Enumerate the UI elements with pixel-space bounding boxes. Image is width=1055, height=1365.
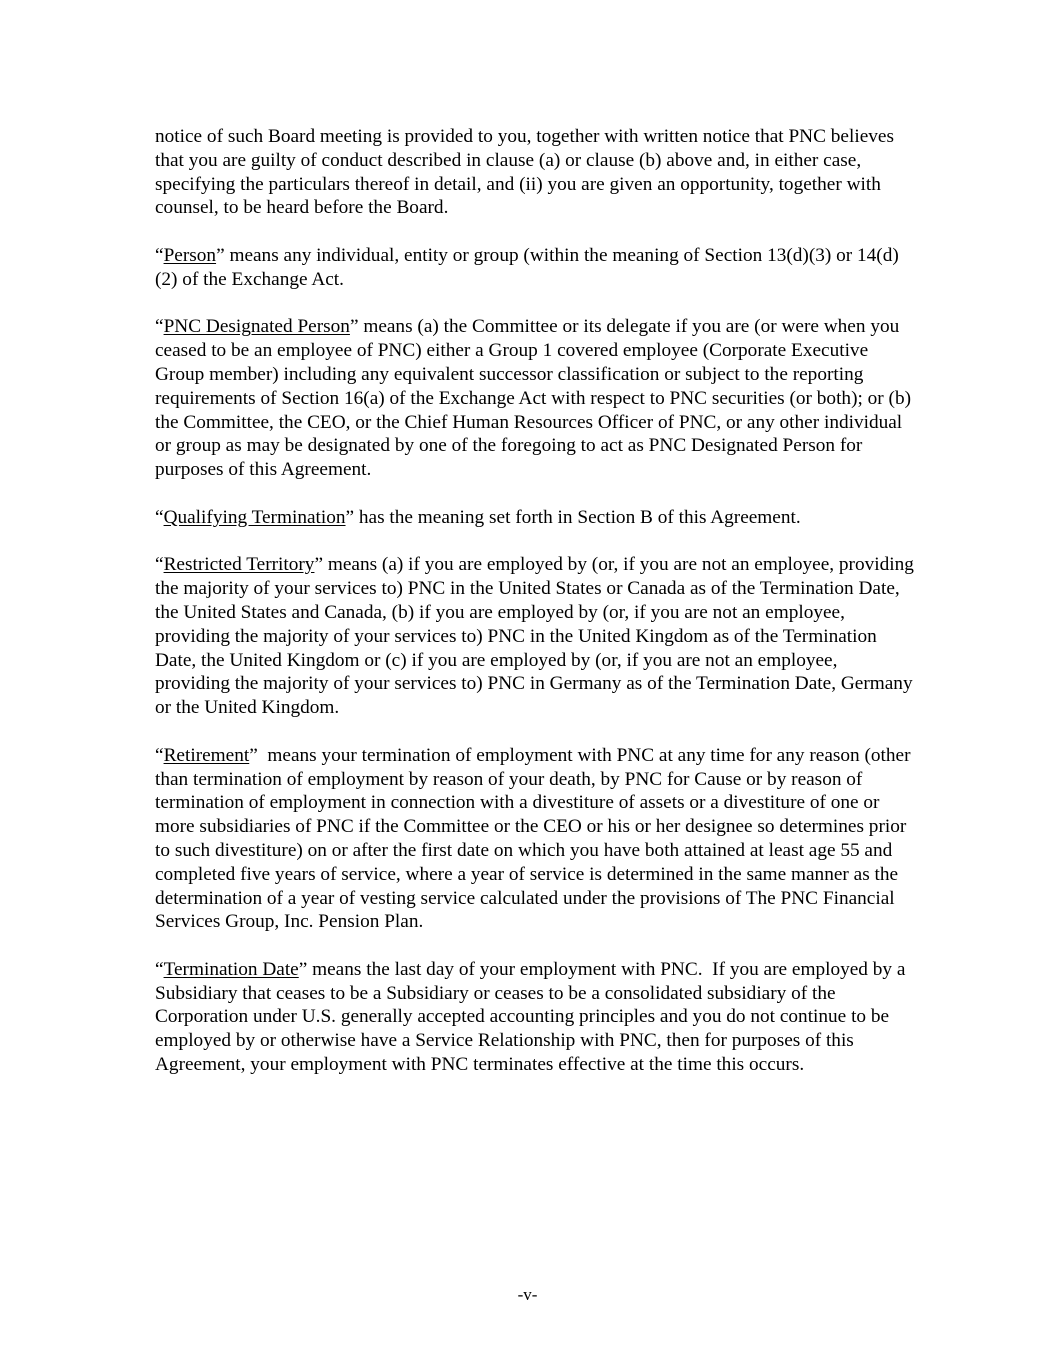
defined-term: Termination Date [163, 958, 299, 980]
definition-person [155, 244, 915, 292]
defined-term: Person [163, 244, 217, 266]
defined-term: PNC Designated Person [163, 316, 350, 338]
open-quote: “ [155, 244, 164, 266]
open-quote: “ [155, 506, 164, 528]
open-quote: “ [155, 316, 164, 338]
continuation-paragraph: notice of such Board meeting is provided to you, together with written notice that PNC believes that you are guilty of conduct described in clause (a) or clause (b) above and, in either case, specifying the particulars thereof in detail, and (ii) you are given an opportunity, together with counsel, to be heard before the Board. [155, 126, 894, 219]
definition-text: ” means your termination of employment with PNC at any time for any reason (other than termination of employment by reason of your death, by PNC for Cause or by reason of termination of employment in connection with a divestiture of assets or a divestiture of one or more subsidiaries of PNC if the Committee or the CEO or his or her designee so determines prior to such divestiture) on or after the first date on which you have both attained at least age 55 and completed five years of service, where a year of service is determined in the same manner as the determination of a year of vesting service calculated under the provisions of The PNC Financial Services Group, Inc. Pension Plan. [155, 744, 916, 933]
definition-pnc-designated-person [155, 315, 915, 482]
open-quote: “ [155, 554, 164, 576]
open-quote: “ [155, 744, 164, 766]
definition-text: ” has the meaning set forth in Section B of this Agreement. [345, 506, 801, 528]
defined-term: Restricted Territory [163, 554, 315, 576]
definition-text: ” means (a) if you are employed by (or, if you are not an employee, providing the majority of your services to) PNC in the United States or Canada as of the Termination Date, the United States and Canada, (b) if you are employed by (or, if you are not an employee, providing the majority of your services to) PNC in the United Kingdom as of the Termination Date, the United Kingdom or (c) if you are employed by (or, if you are not an employee, providing the majority of your services to) PNC in Germany as of the Termination Date, Germany or the United Kingdom. [155, 554, 914, 719]
definition-text: ” means (a) the Committee or its delegate if you are (or were when you ceased to be an employee of PNC) either a Group 1 covered employee (Corporate Executive Group member) including any equivalent successor classification or subject to the reporting requirements of Section 16(a) of the Exchange Act with respect to PNC securities (or both); or (b) the Committee, the CEO, or the Chief Human Resources Officer of PNC, or any other individual or group as may be designated by one of the foregoing to act as PNC Designated Person for purposes of this Agreement. [155, 316, 912, 481]
definition-text: ” means any individual, entity or group (within the meaning of Section 13(d)(3) or 14(d)(2) of the Exchange Act. [155, 244, 899, 290]
definition-retirement [155, 744, 915, 934]
definition-termination-date [155, 958, 915, 1077]
definition-restricted-territory [155, 553, 915, 720]
defined-term: Qualifying Termination [163, 506, 346, 528]
page-number: -v- [517, 1285, 538, 1304]
defined-term: Retirement [163, 744, 250, 766]
document-body [155, 125, 915, 1101]
definition-text: ” means the last day of your employment with PNC. If you are employed by a Subsidiary that ceases to be a Subsidiary or ceases to be a consolidated subsidiary of the Corporation under U.S. generally accepted accounting principles and you do not continue to be employed by or otherwise have a Service Relationship with PNC, then for purposes of this Agreement, your employment with PNC terminates effective at the time this occurs. [155, 958, 911, 1076]
open-quote: “ [155, 958, 164, 980]
definition-qualifying-termination [155, 506, 915, 530]
